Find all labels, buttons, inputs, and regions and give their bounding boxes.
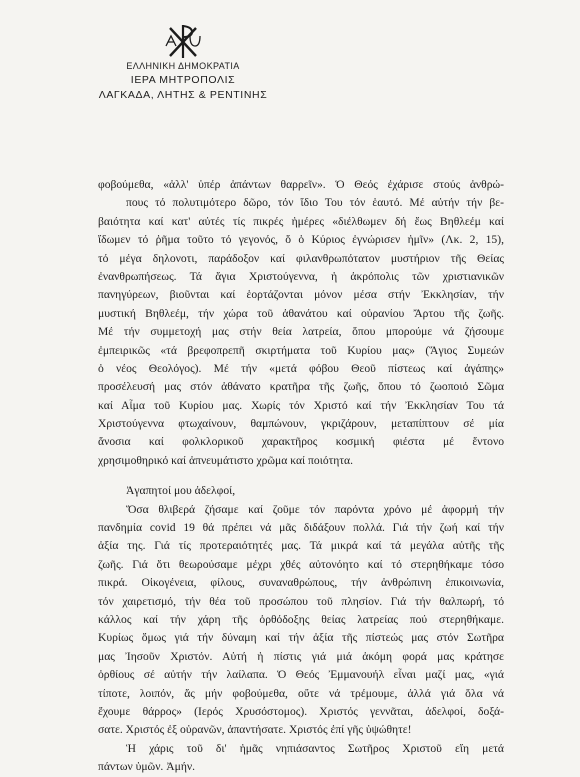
text-line: μας Ἰησοῦν Χριστόν. Αὐτή ἡ πίστις γιά μιά ἀκόμη φορά μας κράτησε	[98, 649, 504, 663]
text-line: ὁ νέος Θεολόγος). Μέ τήν «μετά φόβου Θεοῦ πίστεως καί ἀγάπης»	[98, 361, 504, 375]
greeting: Ἀγαπητοί μου ἀδελφοί,	[126, 484, 236, 498]
paragraph-pandemic	[98, 501, 504, 740]
letterhead-diocese: ΛΑΓΚΑΔΑ, ΛΗΤΗΣ & ΡΕΝΤΙΝΗΣ	[98, 89, 268, 101]
closing-blessing	[98, 740, 504, 777]
letterhead	[98, 22, 268, 103]
text-line: βαιότητα καί κατ' αὐτές τίς πικρές ἡμέρες «διέλθωμεν δή ἕως Βηθλεέμ καί	[98, 214, 504, 228]
text-line: Κυρίως ὅμως γιά τήν δύναμη καί τήν ἀξία τῆς πίστεώς μας στόν Σωτῆρα	[98, 631, 504, 645]
text-line: καί Αἷμα τοῦ Κυρίου μας. Χωρίς τόν Χριστό καί τήν Ἐκκλησίαν Του τά	[98, 398, 504, 412]
letterhead-state: ΕΛΛΗΝΙΚΗ ΔΗΜΟΚΡΑΤΙΑ	[126, 61, 240, 71]
text-line: ὀρθίους σέ αὐτήν τήν λαίλαπα. Ὁ Θεός Ἐμμανουήλ εἶναι μαζί μας, «γιά	[98, 668, 504, 682]
text-line: χρησιμοθηρικό καί ἀπνευμάτιστο χρῶμα καί ποιότητα.	[98, 453, 353, 467]
chi-rho-icon	[163, 22, 203, 60]
text-line: πάντων ὑμῶν. Ἀμήν.	[98, 760, 196, 774]
text-line: ἐμπειρικῶς «τά βρεφοπρεπῆ σκιρτήματα τοῦ Κυρίου μας» (Ἅγιος Συμεών	[98, 343, 504, 357]
text-line: τόν χαιρετισμό, τήν θέα τοῦ προσώπου τοῦ πλησίον. Γιά τήν θαλπωρή, τό	[98, 594, 504, 608]
text-line: ἐνανθρωπήσεως. Τά ἅγια Χριστούγεννα, ἡ ἀκρόπολις τῶν χριστιανικῶν	[98, 269, 504, 283]
text-line: πικρά. Οἰκογένεια, φίλους, συναναθρώπους, τήν ἀνθρώπινη ἐπικοινωνία,	[98, 576, 504, 590]
text-line: τό μέγα δηλονοτι, παράδοξον καί φιλανθρωπότατον μυστήριον τῆς Θείας	[98, 251, 504, 265]
text-line: ἀξία της. Γιά τίς προτεραιότητές μας. Τά μικρά καί τά μεγάλα αὐτῆς τῆς	[98, 539, 504, 553]
text-line: μυστική Βηθλεέμ, τήν χώρα τοῦ ἀθανάτου καί οὐρανίου Ἄρτου τῆς ζωῆς.	[98, 306, 504, 320]
text-line: ἔχουμε θάρρος» (Ιερός Χρυσόστομος). Χριστός γεννᾶται, ἀδελφοί, δοξά-	[98, 704, 504, 718]
letter-body	[98, 176, 504, 777]
text-line: Ἡ χάρις τοῦ δι' ἡμᾶς νηπιάσαντος Σωτῆρος Χριστοῦ εἴη μετά	[126, 741, 504, 755]
text-line: Χριστούγεννα φτωχαίνουν, θαμπώνουν, γκριζάρουν, μεταπίπτουν σέ μία	[98, 417, 504, 431]
text-line: Ὅσα θλιβερά ζήσαμε καί ζοῦμε τόν παρόντα χρόνο μέ ἀφορμή τήν	[126, 502, 504, 516]
text-line: Μέ τήν συμμετοχή μας στήν θεία λατρεία, ὅπου μπορούμε νά ζήσουμε	[98, 325, 504, 339]
text-line: ἴδωμεν τό ῥῆμα τοῦτο τό γεγονός, ὅ ὁ Κύριος ἐγνώρισεν ἡμῖν» (Λκ. 2, 15),	[98, 233, 504, 247]
text-line: ζωῆς. Γιά ὅτι θεωρούσαμε μέχρι χθές αὐτονόητο καί τό στερηθήκαμε τόσο	[98, 557, 504, 571]
text-line: ἄνοσια καί φολκλορικοῦ χαρακτῆρος κοσμική φιέστα μέ ἔντονο	[98, 435, 504, 449]
text-line: προσέλευσή μας στόν ἀθάνατο κρατῆρα τῆς ζωῆς, ὅπου τό ζωοποιό Σῶμα	[98, 380, 504, 394]
text-line: πανηγύρεων, βιοῦνται καί ἑορτάζονται μόνον μέσα στήν Ἐκκλησίαν, τήν	[98, 288, 504, 302]
letterhead-metropolis: ΙΕΡΑ ΜΗΤΡΟΠΟΛΙΣ	[130, 74, 236, 86]
text-line: κάλλος καί τήν χάρη τῆς ὀρθόδοξης θείας λατρείας πού στερηθήκαμε.	[98, 612, 504, 626]
text-line: σατε. Χριστός ἐξ οὐρανῶν, ἀπαντήσατε. Χριστός ἐπί γῆς ὑψώθητε!	[98, 723, 412, 737]
text-line: πανδημία covid 19 θά πρέπει νά μᾶς διδάξουν πολλά. Γιά τήν ζωή καί τήν	[98, 521, 504, 535]
paragraph-christmas	[98, 176, 504, 470]
text-line: τίποτε, λοιπόν, ἄς μήν φοβούμεθα, οὔτε νά τρέμουμε, ἀλλά γιά ὅλα νά	[98, 686, 504, 700]
text-line: φοβούμεθα, «ἀλλ' ὑπέρ ἁπάντων θαρρεῖν». Ὁ Θεός ἐχάρισε στούς ἀνθρώ-	[98, 178, 504, 191]
text-line: πους τό πολυτιμότερο δῶρο, τόν ἴδιο Του τόν ἑαυτό. Μέ αὐτήν τήν βε-	[126, 196, 504, 210]
